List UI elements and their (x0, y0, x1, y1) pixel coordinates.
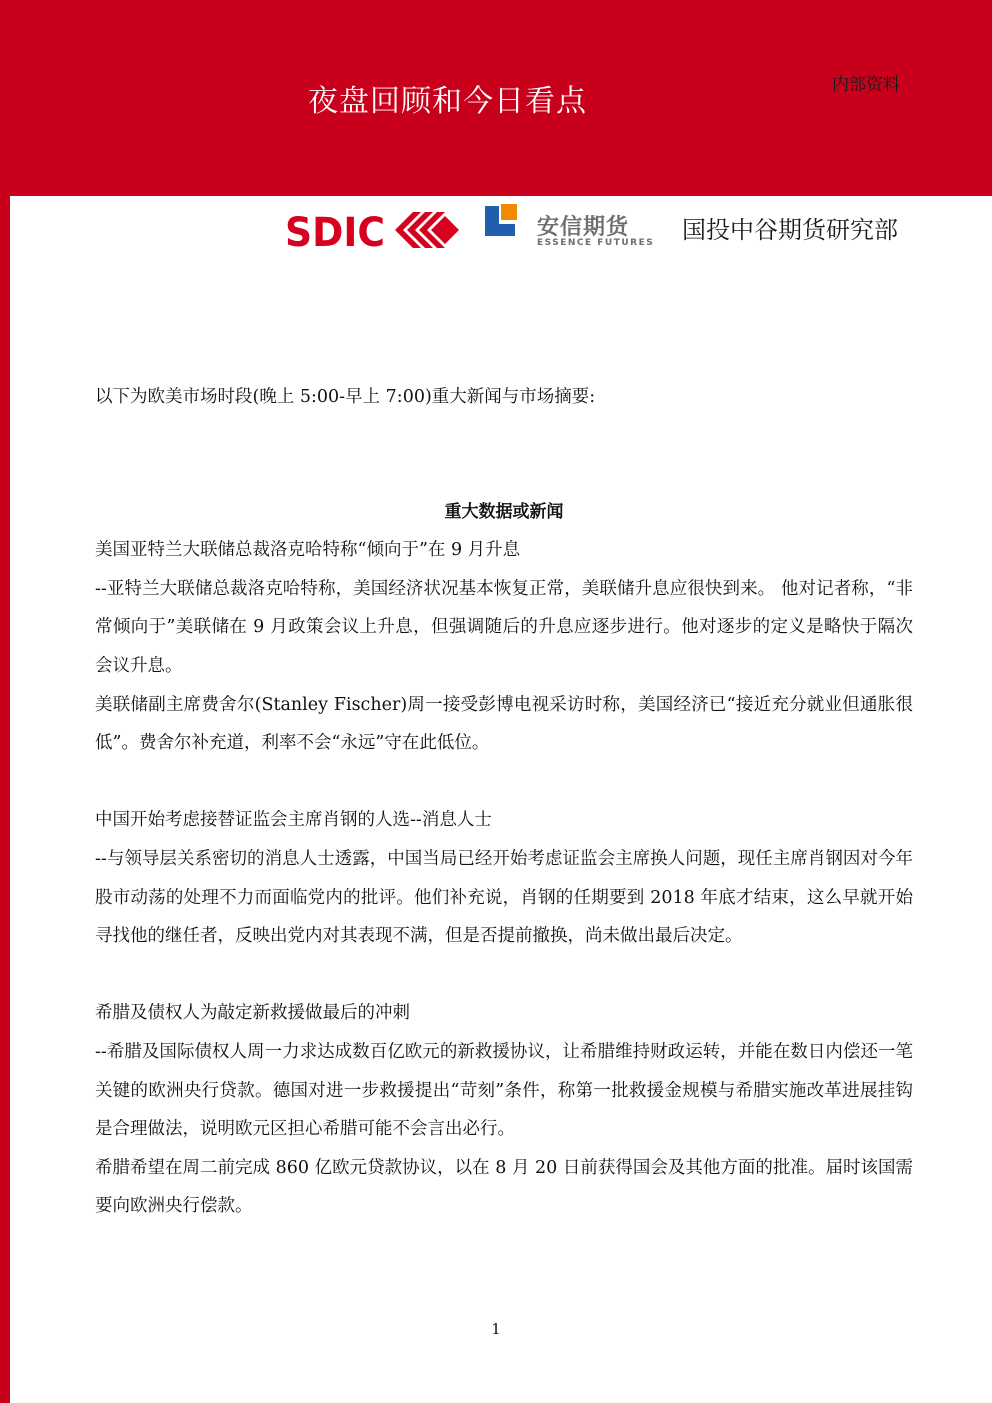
left-red-strip (0, 196, 10, 1403)
header-band (0, 0, 992, 196)
logo-row (285, 204, 925, 252)
department-name: 国投中谷期货研究部 (682, 216, 898, 244)
internal-material-tag: 内部资料 (832, 75, 900, 95)
news-list (95, 531, 913, 1226)
news-paragraph: --希腊及国际债权人周一力求达成数百亿欧元的新救援协议，让希腊维持财政运转，并能在数日内偿还一笔关键的欧洲央行贷款。德国对进一步救援提出“苛刻”条件，称第一批救援金规模与希腊实施改革进展挂钩是合理做法，说明欧元区担心希腊可能不会言出必行。 (95, 1041, 913, 1140)
news-paragraph: --亚特兰大联储总裁洛克哈特称，美国经济状况基本恢复正常，美联储升息应很快到来。 他对记者称，“非常倾向于”美联储在 9 月政策会议上升息，但强调随后的升息应逐步进行。他对逐步的定义是略快于隔次会议升息。 (95, 578, 913, 676)
page-number: 1 (491, 1320, 501, 1338)
news-paragraph: 美联储副主席费舍尔(Stanley Fischer)周一接受彭博电视采访时称，美国经济已“接近充分就业但通胀很低”。费舍尔补充道，利率不会“永远”守在此低位。 (95, 694, 913, 754)
svg-text:SDIC: SDIC (285, 210, 385, 252)
section-heading: 重大数据或新闻 (444, 501, 564, 522)
sdic-logo (285, 208, 461, 252)
news-paragraph: --与领导层关系密切的消息人士透露，中国当局已经开始考虑证监会主席换人问题，现任主席肖钢因对今年股市动荡的处理不力而面临党内的批评。他们补充说，肖钢的任期要到 2018 年底才结束，这么早就开始寻找他的继任者，反映出党内对其表现不满，但是否提前撤换，尚未做出最后决定。 (95, 848, 913, 947)
document-body (95, 378, 913, 1226)
intro-text: 以下为欧美市场时段(晚上 5:00-早上 7:00)重大新闻与市场摘要: (95, 387, 596, 407)
news-title: 美国亚特兰大联储总裁洛克哈特称“倾向于”在 9 月升息 (95, 540, 521, 561)
news-paragraph: 希腊希望在周二前完成 860 亿欧元贷款协议，以在 8 月 20 日前获得国会及其他方面的批准。届时该国需要向欧洲央行偿款。 (95, 1157, 913, 1217)
news-title: 希腊及债权人为敲定新救援做最后的冲刺 (95, 1003, 410, 1024)
essence-en-name: ESSENCE FUTURES (537, 238, 655, 248)
news-item (95, 994, 913, 1226)
essence-futures-logo (483, 204, 653, 252)
news-item (95, 531, 913, 763)
report-title: 夜盘回顾和今日看点 (308, 84, 587, 119)
essence-mark-icon (483, 204, 531, 246)
news-title: 中国开始考虑接替证监会主席肖钢的人选--消息人士 (95, 810, 492, 831)
news-item (95, 801, 913, 955)
essence-cn-name: 安信期货 (537, 215, 630, 240)
